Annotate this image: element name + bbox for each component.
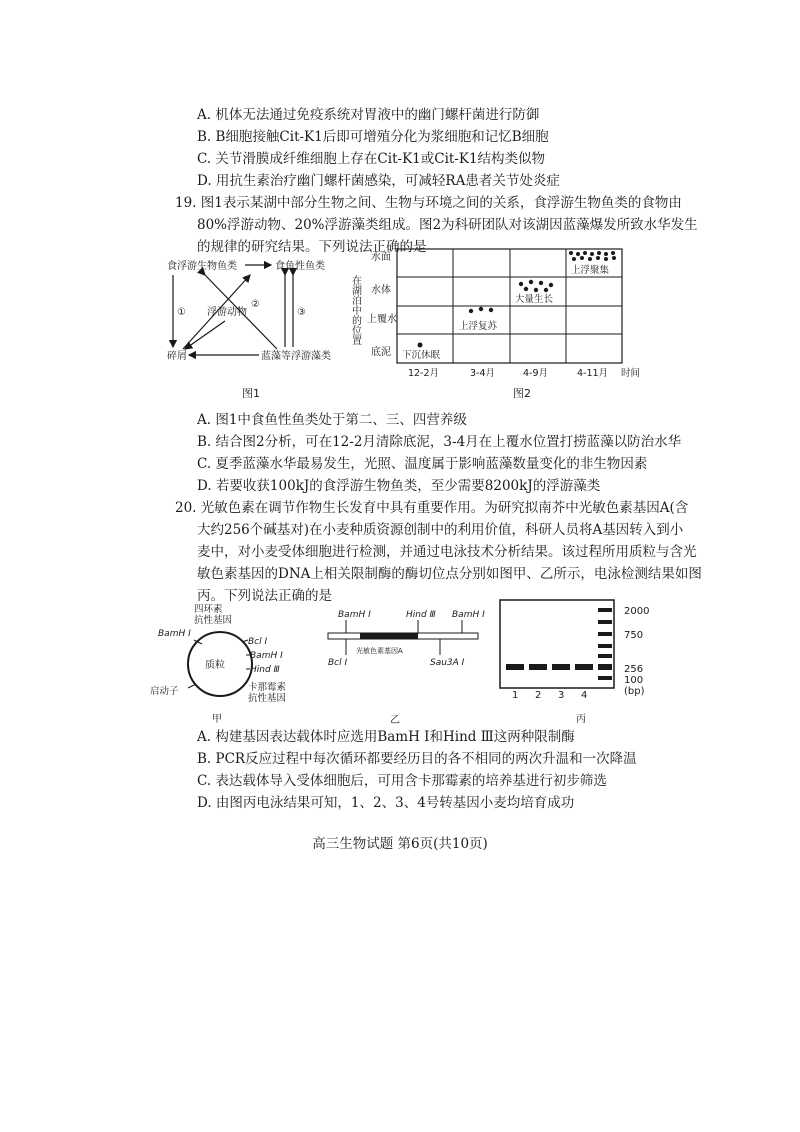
fig1-node-detritus: 碎屑 xyxy=(167,351,187,362)
q20-stem-line2: 大约256个碱基对)在小麦种质资源创制中的利用价值，科研人员将A基因转入到小 xyxy=(197,522,684,538)
bing-lane-2: 2 xyxy=(535,690,542,701)
jia-promoter: 启动子 xyxy=(150,686,179,697)
bing-lane-1: 1 xyxy=(512,690,519,701)
fig2-col-3: 4-9月 xyxy=(523,368,549,379)
fig2-row-overlying: 上覆水 xyxy=(367,314,397,325)
bing-marker-256: 256 xyxy=(624,664,644,675)
q20-option-b: B. PCR反应过程中每次循环都要经历目的各不相同的两次升温和一次降温 xyxy=(197,751,637,767)
fig2-label-revive: 上浮复苏 xyxy=(459,321,498,332)
fig2-label-sink: 下沉休眠 xyxy=(402,350,441,361)
yi-caption: 乙 xyxy=(390,715,400,726)
q20-option-a: A. 构建基因表达载体时应选用BamH Ⅰ和Hind Ⅲ这两种限制酶 xyxy=(197,729,575,745)
q20-stem-line4: 敏色素基因的DNA上相关限制酶的酶切位点分别如图甲、乙所示，电泳检测结果如图 xyxy=(197,566,702,582)
fig1-node-zooplankton: 浮游动物 xyxy=(207,307,247,318)
jia-kan-line1: 卡那霉素 xyxy=(248,682,287,693)
q19-stem-line3: 的规律的研究结果。下列说法正确的是 xyxy=(197,239,427,255)
jia-tet-line1: 四环素 xyxy=(194,604,223,615)
fig1-caption: 图1 xyxy=(242,387,260,400)
bing-unit: (bp) xyxy=(624,686,645,697)
jia-caption: 甲 xyxy=(212,714,222,725)
q20-stem-line3: 麦中，对小麦受体细胞进行检测，并通过电泳技术分析结果。该过程所用质粒与含光 xyxy=(197,544,697,560)
yi-bcl: Bcl Ⅰ xyxy=(328,658,348,668)
bing-marker-2000: 2000 xyxy=(624,606,650,617)
fig2-col-2: 3-4月 xyxy=(470,368,496,379)
q19-option-a: A. 图1中食鱼性鱼类处于第二、三、四营养级 xyxy=(197,412,467,428)
yi-gene-label: 光敏色素基因A xyxy=(356,647,403,655)
q19-option-d: D. 若要收获100kJ的食浮游生物鱼类，至少需要8200kJ的浮游藻类 xyxy=(197,478,601,494)
page-footer: 高三生物试题 第6页(共10页) xyxy=(312,836,488,852)
q18-option-a: A. 机体无法通过免疫系统对胃液中的幽门螺杆菌进行防御 xyxy=(197,107,540,123)
jia-hind: Hind Ⅲ xyxy=(250,665,280,675)
fig1-marker-1: ① xyxy=(177,307,186,318)
jia-bamh-left: BamH Ⅰ xyxy=(158,629,191,639)
jia-center-label: 质粒 xyxy=(205,660,225,671)
q19-stem-line2: 80%浮游动物、20%浮游藻类组成。图2为科研团队对该湖因蓝藻爆发所致水华发生 xyxy=(197,217,698,233)
jia-bamh-right: BamH Ⅰ xyxy=(250,651,283,661)
q19-option-c: C. 夏季蓝藻水华最易发生，光照、温度属于影响蓝藻数量变化的非生物因素 xyxy=(197,456,648,472)
q18-option-d: D. 用抗生素治疗幽门螺杆菌感染，可减轻RA患者关节处炎症 xyxy=(197,173,560,189)
fig2-caption: 图2 xyxy=(513,387,531,400)
fig2-col-4: 4-11月 xyxy=(577,368,609,379)
q20-figure-jia xyxy=(150,602,315,727)
fig2-label-aggregate: 上浮聚集 xyxy=(571,265,610,276)
q19-option-b: B. 结合图2分析，可在12-2月清除底泥，3-4月在上覆水位置打捞蓝藻以防治水华 xyxy=(197,434,682,450)
bing-lane-4: 4 xyxy=(581,690,588,701)
q20-option-c: C. 表达载体导入受体细胞后，可用含卡那霉素的培养基进行初步筛选 xyxy=(197,773,607,789)
q20-stem-line1: 20. 光敏色素在调节作物生长发育中具有重要作用。为研究拟南芥中光敏色素基因A(含 xyxy=(175,500,689,516)
fig2-label-grow: 大量生长 xyxy=(515,294,554,305)
q20-option-d: D. 由图丙电泳结果可知，1、2、3、4号转基因小麦均培育成功 xyxy=(197,795,575,811)
fig1-marker-3: ③ xyxy=(297,307,306,318)
q18-option-c: C. 关节滑膜成纤维细胞上存在Cit-K1或Cit-K1结构类似物 xyxy=(197,151,546,167)
q19-figure2 xyxy=(345,245,645,405)
q20-stem-line5: 丙。下列说法正确的是 xyxy=(197,588,332,604)
q20-figure-bing xyxy=(498,598,668,728)
jia-kan-line2: 抗性基因 xyxy=(248,693,287,704)
fig2-row-sediment: 底泥 xyxy=(371,347,391,358)
jia-tet-line2: 抗性基因 xyxy=(194,615,233,626)
bing-marker-100: 100 xyxy=(624,675,644,686)
q19-figure1 xyxy=(165,255,350,405)
yi-bamh-right: BamH Ⅰ xyxy=(452,610,485,620)
fig1-node-carnivore-fish: 食鱼性鱼类 xyxy=(275,261,325,272)
fig2-y-axis-label: 在湖泊中的位置 xyxy=(349,275,361,345)
bing-lane-3: 3 xyxy=(558,690,565,701)
fig1-marker-2: ② xyxy=(251,299,260,310)
q18-option-b: B. B细胞接触Cit-K1后即可增殖分化为浆细胞和记忆B细胞 xyxy=(197,129,549,145)
fig1-node-algae: 蓝藻等浮游藻类 xyxy=(261,351,331,362)
yi-sau: Sau3A Ⅰ xyxy=(430,658,465,668)
bing-caption: 丙 xyxy=(576,714,586,725)
fig2-x-unit: 时间 xyxy=(621,368,641,379)
fig2-row-surface: 水面 xyxy=(371,252,391,263)
fig1-node-plankton-fish: 食浮游生物鱼类 xyxy=(167,261,237,272)
yi-bamh-left: BamH Ⅰ xyxy=(338,610,371,620)
q20-figure-yi xyxy=(322,605,502,727)
q19-stem-line1: 19. 图1表示某湖中部分生物之间、生物与环境之间的关系，食浮游生物鱼类的食物由 xyxy=(175,195,682,211)
yi-hind: Hind Ⅲ xyxy=(406,610,436,620)
jia-bcl: Bcl Ⅰ xyxy=(248,637,268,647)
bing-marker-750: 750 xyxy=(624,630,644,641)
fig2-row-water: 水体 xyxy=(371,285,391,296)
fig2-col-1: 12-2月 xyxy=(408,368,440,379)
